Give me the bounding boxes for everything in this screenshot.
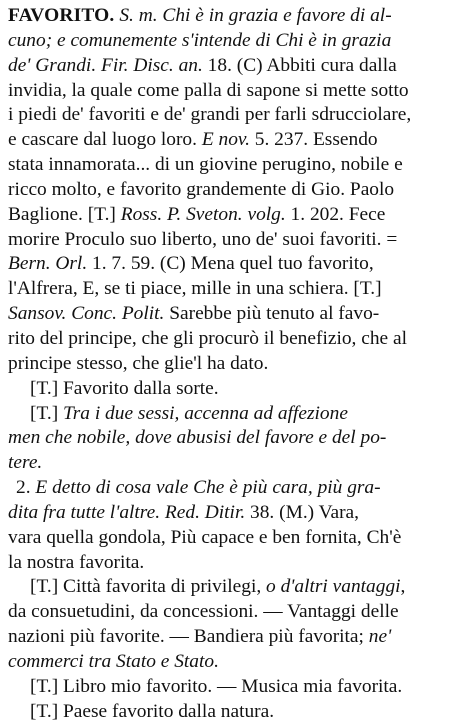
roman-text: ricco molto, e favorito grandemente di Gio. Paolo — [8, 178, 395, 200]
italic-text: commerci tra Stato e Stato. — [8, 650, 219, 672]
text-line — [8, 352, 466, 377]
text-line — [8, 377, 466, 402]
text-line — [8, 501, 466, 526]
text-line — [8, 228, 466, 253]
text-line — [8, 575, 466, 600]
text-line — [8, 277, 466, 302]
italic-text: Bern. Orl. — [8, 253, 88, 275]
text-line — [8, 625, 466, 650]
text-line — [8, 29, 466, 54]
text-line — [8, 54, 466, 79]
text-line — [8, 476, 466, 501]
roman-text: vara quella gondola, Più capace e ben fornita, Ch'è — [8, 526, 402, 548]
italic-text: Sansov. Conc. Polit. — [8, 303, 165, 325]
roman-text: stata innamorata... di un giovine perugino, nobile e — [8, 154, 403, 176]
text-line — [8, 402, 466, 427]
roman-text: , — [400, 576, 406, 598]
text-line — [8, 426, 466, 451]
text-line — [8, 451, 466, 476]
text-line — [8, 650, 466, 675]
roman-text: [T.] Libro mio favorito. — Musica mia favorita. — [30, 675, 403, 697]
roman-text: principe stesso, che glie'l ha dato. — [8, 352, 269, 374]
roman-text: 5. 237. Essendo — [249, 129, 378, 151]
entry-text — [8, 4, 466, 724]
text-line — [8, 675, 466, 700]
roman-text: la nostra favorita. — [8, 551, 145, 573]
roman-text: 1. 202. Fece — [285, 203, 386, 225]
italic-text: E nov. — [201, 129, 250, 151]
italic-text: de' Grandi. Fir. Disc. an. — [8, 54, 203, 76]
roman-text: invidia, la quale come palla di sapone si mette sotto — [8, 79, 409, 101]
roman-text: da consuetudini, da concessioni. — Vantaggi delle — [8, 601, 399, 623]
headword: FAVORITO. — [8, 5, 115, 26]
text-line — [8, 252, 466, 277]
text-line — [8, 327, 466, 352]
text-line — [8, 153, 466, 178]
text-line — [8, 302, 466, 327]
text-line — [8, 203, 466, 228]
text-line — [8, 551, 466, 576]
roman-text: [T.] Città favorita di privilegi, — [30, 576, 267, 598]
text-line — [8, 700, 466, 724]
roman-text: 1. 7. 59. (C) Mena quel tuo favorito, — [87, 253, 374, 275]
roman-text: [T.] Paese favorito dalla natura. — [30, 700, 275, 722]
roman-text: Sarebbe più tenuto al favo- — [164, 303, 380, 325]
italic-text: men che nobile, dove abusisi del favore e del po- — [8, 427, 387, 449]
italic-text: dita fra tutte l'altre. Red. Ditir. — [8, 501, 246, 523]
roman-text: l'Alfrera, E, se ti piace, mille in una schiera. [T.] — [8, 278, 382, 300]
roman-text: i piedi de' favoriti e de' grandi per farli sdrucciolare, — [8, 104, 412, 126]
italic-text: ne' — [368, 626, 392, 648]
italic-text: Ross. P. Sveton. volg. — [120, 203, 286, 225]
text-line — [8, 79, 466, 104]
text-line — [8, 4, 466, 29]
roman-text: nazioni più favorite. — Bandiera più favorita; — [8, 626, 369, 648]
text-line — [8, 103, 466, 128]
roman-text: rito del principe, che gli procurò il benefizio, che al — [8, 327, 407, 349]
text-line — [8, 178, 466, 203]
roman-text: 38. (M.) Vara, — [245, 501, 359, 523]
italic-text: cuno; e comunemente s'intende di Chi è in grazia — [8, 29, 392, 51]
roman-text: morire Proculo suo liberto, uno de' suoi favoriti. = — [8, 228, 398, 250]
text-line — [8, 600, 466, 625]
italic-text: o d'altri vantaggi — [266, 576, 401, 598]
italic-text: tere. — [8, 452, 43, 474]
roman-text: e cascare dal luogo loro. — [8, 129, 202, 151]
italic-text: S. m. Chi è in grazia e favore di al- — [114, 5, 392, 26]
roman-text: [T.] Favorito dalla sorte. — [30, 377, 219, 399]
roman-text: Baglione. [T.] — [8, 203, 121, 225]
roman-text: 2. — [16, 477, 36, 499]
text-line — [8, 526, 466, 551]
roman-text: 18. (C) Abbiti cura dalla — [202, 54, 397, 76]
roman-text: [T.] — [30, 402, 64, 424]
italic-text: E detto di cosa vale Che è più cara, più gra- — [35, 477, 381, 499]
italic-text: Tra i due sessi, accenna ad affezione — [63, 402, 348, 424]
text-line — [8, 128, 466, 153]
